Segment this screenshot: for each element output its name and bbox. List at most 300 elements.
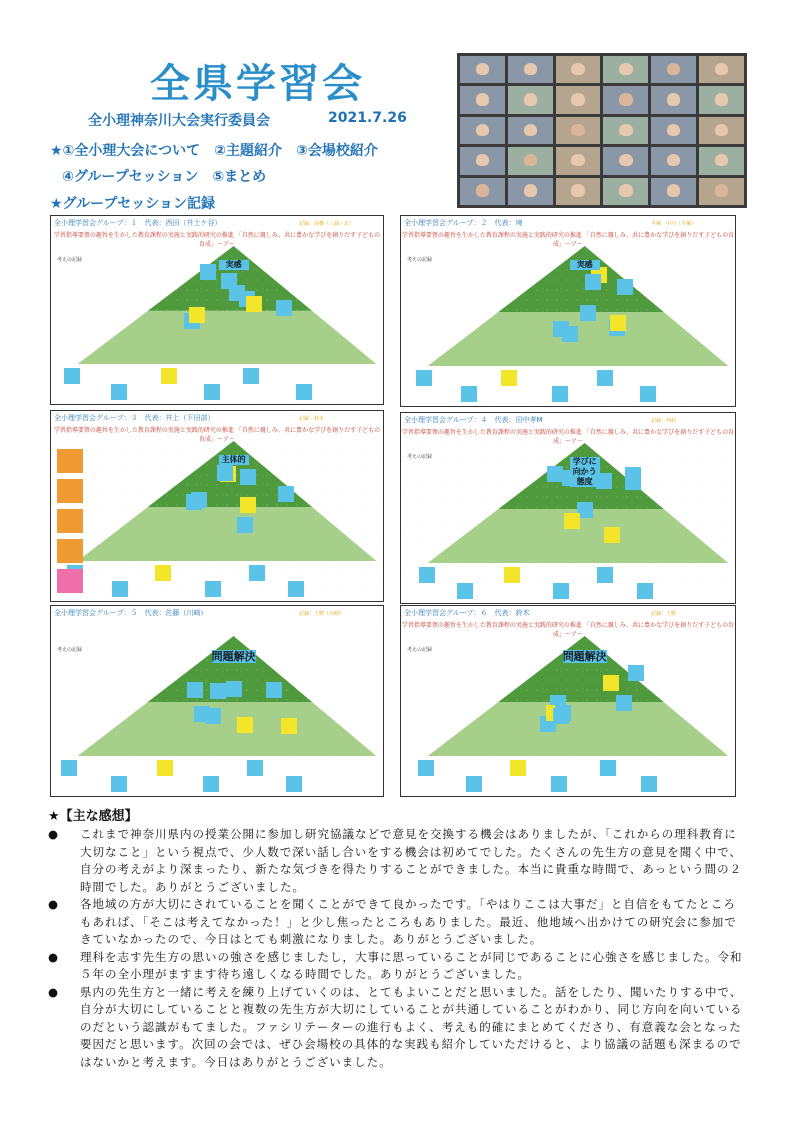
grid-dot: [727, 260, 728, 261]
grid-dot: [687, 770, 688, 771]
grid-dot: [717, 340, 718, 341]
grid-dot: [637, 280, 638, 281]
grid-dot: [367, 790, 368, 791]
grid-dot: [477, 700, 478, 701]
grid-dot: [77, 640, 78, 641]
grid-dot: [577, 597, 578, 598]
page-title: 全県学習会: [150, 61, 365, 107]
grid-dot: [117, 680, 118, 681]
grid-dot: [407, 477, 408, 478]
grid-dot: [107, 750, 108, 751]
grid-dot: [227, 340, 228, 341]
grid-dot: [177, 710, 178, 711]
grid-dot: [127, 300, 128, 301]
grid-dot: [407, 380, 408, 381]
grid-dot: [167, 555, 168, 556]
grid-dot: [447, 780, 448, 781]
grid-dot: [527, 750, 528, 751]
grid-dot: [117, 445, 118, 446]
grid-dot: [677, 477, 678, 478]
grid-dot: [287, 465, 288, 466]
grid-dot: [567, 497, 568, 498]
grid-dot: [727, 340, 728, 341]
grid-dot: [727, 780, 728, 781]
grid-dot: [697, 320, 698, 321]
grid-dot: [317, 400, 318, 401]
grid-dot: [487, 457, 488, 458]
grid-dot: [647, 467, 648, 468]
grid-dot: [437, 597, 438, 598]
sticky-note: [418, 760, 434, 776]
grid-dot: [687, 380, 688, 381]
grid-dot: [327, 350, 328, 351]
grid-dot: [307, 700, 308, 701]
grid-dot: [467, 690, 468, 691]
grid-dot: [727, 670, 728, 671]
grid-dot: [477, 720, 478, 721]
key-sticky-note: 学びに向かう態度: [570, 457, 600, 487]
grid-dot: [187, 740, 188, 741]
grid-dot: [587, 447, 588, 448]
grid-dot: [497, 780, 498, 781]
grid-dot: [407, 497, 408, 498]
grid-dot: [77, 690, 78, 691]
grid-dot: [597, 547, 598, 548]
grid-dot: [537, 487, 538, 488]
grid-dot: [537, 330, 538, 331]
grid-dot: [137, 290, 138, 291]
grid-dot: [667, 750, 668, 751]
grid-dot: [687, 250, 688, 251]
grid-dot: [347, 280, 348, 281]
grid-dot: [577, 557, 578, 558]
grid-dot: [287, 250, 288, 251]
grid-dot: [487, 370, 488, 371]
grid-dot: [157, 680, 158, 681]
grid-dot: [607, 330, 608, 331]
grid-dot: [367, 650, 368, 651]
grid-dot: [517, 320, 518, 321]
grid-dot: [197, 475, 198, 476]
grid-dot: [377, 595, 378, 596]
grid-dot: [467, 760, 468, 761]
grid-dot: [527, 770, 528, 771]
grid-dot: [617, 517, 618, 518]
grid-dot: [367, 310, 368, 311]
grid-dot: [127, 340, 128, 341]
grid-dot: [317, 445, 318, 446]
grid-dot: [727, 290, 728, 291]
grid-dot: [187, 650, 188, 651]
grid-dot: [557, 660, 558, 661]
grid-dot: [257, 350, 258, 351]
grid-dot: [67, 680, 68, 681]
grid-dot: [357, 595, 358, 596]
grid-dot: [127, 360, 128, 361]
grid-dot: [717, 650, 718, 651]
grid-dot: [267, 780, 268, 781]
grid-dot: [267, 465, 268, 466]
grid-dot: [577, 360, 578, 361]
sticky-note: [504, 567, 520, 583]
grid-dot: [97, 350, 98, 351]
grid-dot: [207, 575, 208, 576]
grid-dot: [547, 340, 548, 341]
grid-dot: [267, 565, 268, 566]
grid-dot: [567, 370, 568, 371]
grid-dot: [497, 670, 498, 671]
grid-dot: [457, 517, 458, 518]
grid-dot: [677, 497, 678, 498]
grid-dot: [227, 545, 228, 546]
grid-dot: [227, 640, 228, 641]
grid-dot: [147, 575, 148, 576]
grid-dot: [207, 640, 208, 641]
grid-dot: [307, 790, 308, 791]
pyramid-layer: [78, 311, 377, 364]
grid-dot: [427, 320, 428, 321]
grid-dot: [277, 505, 278, 506]
grid-dot: [487, 790, 488, 791]
grid-dot: [287, 565, 288, 566]
grid-dot: [467, 300, 468, 301]
grid-dot: [257, 400, 258, 401]
grid-dot: [677, 320, 678, 321]
grid-dot: [347, 730, 348, 731]
grid-dot: [317, 770, 318, 771]
grid-dot: [437, 680, 438, 681]
video-participant-tile: [460, 147, 505, 174]
grid-dot: [407, 720, 408, 721]
grid-dot: [497, 730, 498, 731]
grid-dot: [267, 575, 268, 576]
grid-dot: [337, 350, 338, 351]
grid-dot: [467, 330, 468, 331]
grid-dot: [297, 250, 298, 251]
grid-dot: [347, 515, 348, 516]
grid-dot: [277, 545, 278, 546]
grid-dot: [287, 360, 288, 361]
grid-dot: [707, 670, 708, 671]
grid-dot: [347, 260, 348, 261]
grid-dot: [647, 537, 648, 538]
grid-dot: [637, 790, 638, 791]
grid-dot: [517, 790, 518, 791]
grid-dot: [97, 780, 98, 781]
grid-dot: [427, 280, 428, 281]
grid-dot: [647, 280, 648, 281]
grid-dot: [57, 310, 58, 311]
grid-dot: [307, 300, 308, 301]
grid-dot: [87, 690, 88, 691]
grid-dot: [197, 400, 198, 401]
grid-dot: [317, 250, 318, 251]
grid-dot: [77, 740, 78, 741]
grid-dot: [237, 585, 238, 586]
grid-dot: [107, 270, 108, 271]
grid-dot: [207, 485, 208, 486]
grid-dot: [347, 760, 348, 761]
grid-dot: [287, 270, 288, 271]
grid-dot: [517, 587, 518, 588]
grid-dot: [227, 595, 228, 596]
grid-dot: [717, 547, 718, 548]
grid-dot: [327, 555, 328, 556]
grid-dot: [247, 545, 248, 546]
grid-dot: [477, 310, 478, 311]
grid-dot: [167, 455, 168, 456]
sticky-note: [597, 567, 613, 583]
grid-dot: [217, 260, 218, 261]
grid-dot: [207, 760, 208, 761]
grid-dot: [197, 290, 198, 291]
grid-dot: [127, 455, 128, 456]
grid-dot: [177, 750, 178, 751]
grid-dot: [577, 300, 578, 301]
grid-dot: [687, 750, 688, 751]
grid-dot: [567, 547, 568, 548]
grid-dot: [577, 670, 578, 671]
grid-dot: [707, 280, 708, 281]
sticky-note: [637, 583, 653, 599]
grid-dot: [637, 740, 638, 741]
grid-dot: [167, 700, 168, 701]
grid-dot: [77, 660, 78, 661]
grid-dot: [417, 680, 418, 681]
grid-dot: [137, 300, 138, 301]
grid-dot: [677, 310, 678, 311]
grid-dot: [87, 250, 88, 251]
grid-dot: [107, 495, 108, 496]
grid-dot: [257, 790, 258, 791]
grid-dot: [707, 710, 708, 711]
grid-dot: [417, 290, 418, 291]
grid-dot: [487, 660, 488, 661]
sticky-note: [161, 368, 177, 384]
grid-dot: [367, 400, 368, 401]
grid-dot: [207, 370, 208, 371]
grid-dot: [167, 545, 168, 546]
grid-dot: [247, 585, 248, 586]
grid-dot: [497, 597, 498, 598]
grid-dot: [87, 565, 88, 566]
grid-dot: [677, 790, 678, 791]
grid-dot: [367, 545, 368, 546]
grid-dot: [437, 710, 438, 711]
grid-dot: [497, 350, 498, 351]
grid-dot: [527, 467, 528, 468]
grid-dot: [437, 780, 438, 781]
grid-dot: [647, 547, 648, 548]
grid-dot: [557, 670, 558, 671]
grid-dot: [417, 660, 418, 661]
grid-dot: [707, 720, 708, 721]
grid-dot: [557, 750, 558, 751]
grid-dot: [677, 250, 678, 251]
grid-dot: [547, 537, 548, 538]
grid-dot: [497, 577, 498, 578]
grid-dot: [57, 770, 58, 771]
grid-dot: [627, 597, 628, 598]
grid-dot: [297, 300, 298, 301]
grid-dot: [597, 710, 598, 711]
grid-dot: [567, 670, 568, 671]
grid-dot: [717, 497, 718, 498]
grid-dot: [57, 360, 58, 361]
grid-dot: [677, 527, 678, 528]
grid-dot: [667, 517, 668, 518]
grid-dot: [347, 290, 348, 291]
grid-dot: [357, 730, 358, 731]
grid-dot: [697, 290, 698, 291]
sticky-note: [157, 760, 173, 776]
video-participant-tile: [556, 147, 601, 174]
grid-dot: [117, 300, 118, 301]
grid-dot: [537, 587, 538, 588]
grid-dot: [197, 330, 198, 331]
grid-dot: [87, 390, 88, 391]
grid-dot: [77, 300, 78, 301]
grid-dot: [417, 300, 418, 301]
grid-dot: [377, 790, 378, 791]
grid-dot: [707, 507, 708, 508]
grid-dot: [367, 380, 368, 381]
grid-dot: [717, 457, 718, 458]
grid-dot: [257, 340, 258, 341]
grid-dot: [197, 390, 198, 391]
grid-dot: [607, 320, 608, 321]
grid-dot: [167, 525, 168, 526]
grid-dot: [527, 340, 528, 341]
grid-dot: [717, 790, 718, 791]
grid-dot: [467, 770, 468, 771]
grid-dot: [97, 565, 98, 566]
grid-dot: [107, 595, 108, 596]
grid-dot: [727, 710, 728, 711]
pyramid-layer: [498, 246, 663, 312]
grid-dot: [147, 760, 148, 761]
grid-dot: [627, 640, 628, 641]
grid-dot: [357, 650, 358, 651]
grid-dot: [367, 515, 368, 516]
grid-dot: [477, 730, 478, 731]
grid-dot: [427, 447, 428, 448]
sticky-note: [628, 665, 644, 681]
grid-dot: [267, 555, 268, 556]
grid-dot: [597, 350, 598, 351]
grid-dot: [137, 545, 138, 546]
grid-dot: [527, 670, 528, 671]
grid-dot: [587, 760, 588, 761]
grid-dot: [697, 780, 698, 781]
grid-dot: [377, 585, 378, 586]
grid-dot: [177, 515, 178, 516]
grid-dot: [637, 400, 638, 401]
grid-dot: [127, 465, 128, 466]
grid-dot: [517, 527, 518, 528]
grid-dot: [587, 700, 588, 701]
grid-dot: [667, 270, 668, 271]
grid-dot: [157, 535, 158, 536]
grid-dot: [677, 467, 678, 468]
grid-dot: [647, 270, 648, 271]
grid-dot: [197, 750, 198, 751]
grid-dot: [187, 330, 188, 331]
grid-dot: [707, 680, 708, 681]
grid-dot: [297, 700, 298, 701]
grid-dot: [407, 467, 408, 468]
grid-dot: [357, 505, 358, 506]
grid-dot: [527, 400, 528, 401]
grid-dot: [487, 760, 488, 761]
grid-dot: [667, 370, 668, 371]
grid-dot: [527, 650, 528, 651]
grid-dot: [187, 515, 188, 516]
grid-dot: [537, 300, 538, 301]
grid-dot: [657, 567, 658, 568]
grid-dot: [667, 710, 668, 711]
grid-dot: [117, 455, 118, 456]
grid-dot: [717, 770, 718, 771]
grid-dot: [687, 467, 688, 468]
grid-dot: [687, 760, 688, 761]
grid-dot: [357, 690, 358, 691]
grid-dot: [347, 525, 348, 526]
grid-dot: [457, 720, 458, 721]
grid-dot: [417, 720, 418, 721]
grid-dot: [557, 250, 558, 251]
grid-dot: [587, 587, 588, 588]
sticky-note: [205, 581, 221, 597]
grid-dot: [167, 630, 168, 631]
grid-dot: [97, 300, 98, 301]
grid-dot: [247, 670, 248, 671]
grid-dot: [537, 447, 538, 448]
grid-dot: [647, 457, 648, 458]
grid-dot: [137, 740, 138, 741]
grid-dot: [417, 750, 418, 751]
grid-dot: [667, 497, 668, 498]
grid-dot: [157, 585, 158, 586]
grid-dot: [547, 447, 548, 448]
grid-dot: [447, 720, 448, 721]
grid-dot: [247, 320, 248, 321]
grid-dot: [117, 340, 118, 341]
grid-dot: [517, 467, 518, 468]
grid-dot: [287, 525, 288, 526]
grid-dot: [57, 390, 58, 391]
grid-dot: [457, 740, 458, 741]
grid-dot: [577, 680, 578, 681]
grid-dot: [97, 670, 98, 671]
grid-dot: [137, 585, 138, 586]
grid-dot: [117, 690, 118, 691]
grid-dot: [717, 527, 718, 528]
grid-dot: [237, 445, 238, 446]
grid-dot: [97, 390, 98, 391]
grid-dot: [267, 260, 268, 261]
grid-dot: [667, 527, 668, 528]
grid-dot: [727, 577, 728, 578]
grid-dot: [527, 640, 528, 641]
grid-dot: [617, 557, 618, 558]
grid-dot: [717, 270, 718, 271]
grid-dot: [197, 260, 198, 261]
grid-dot: [287, 370, 288, 371]
grid-dot: [117, 270, 118, 271]
grid-dot: [257, 585, 258, 586]
grid-dot: [147, 565, 148, 566]
